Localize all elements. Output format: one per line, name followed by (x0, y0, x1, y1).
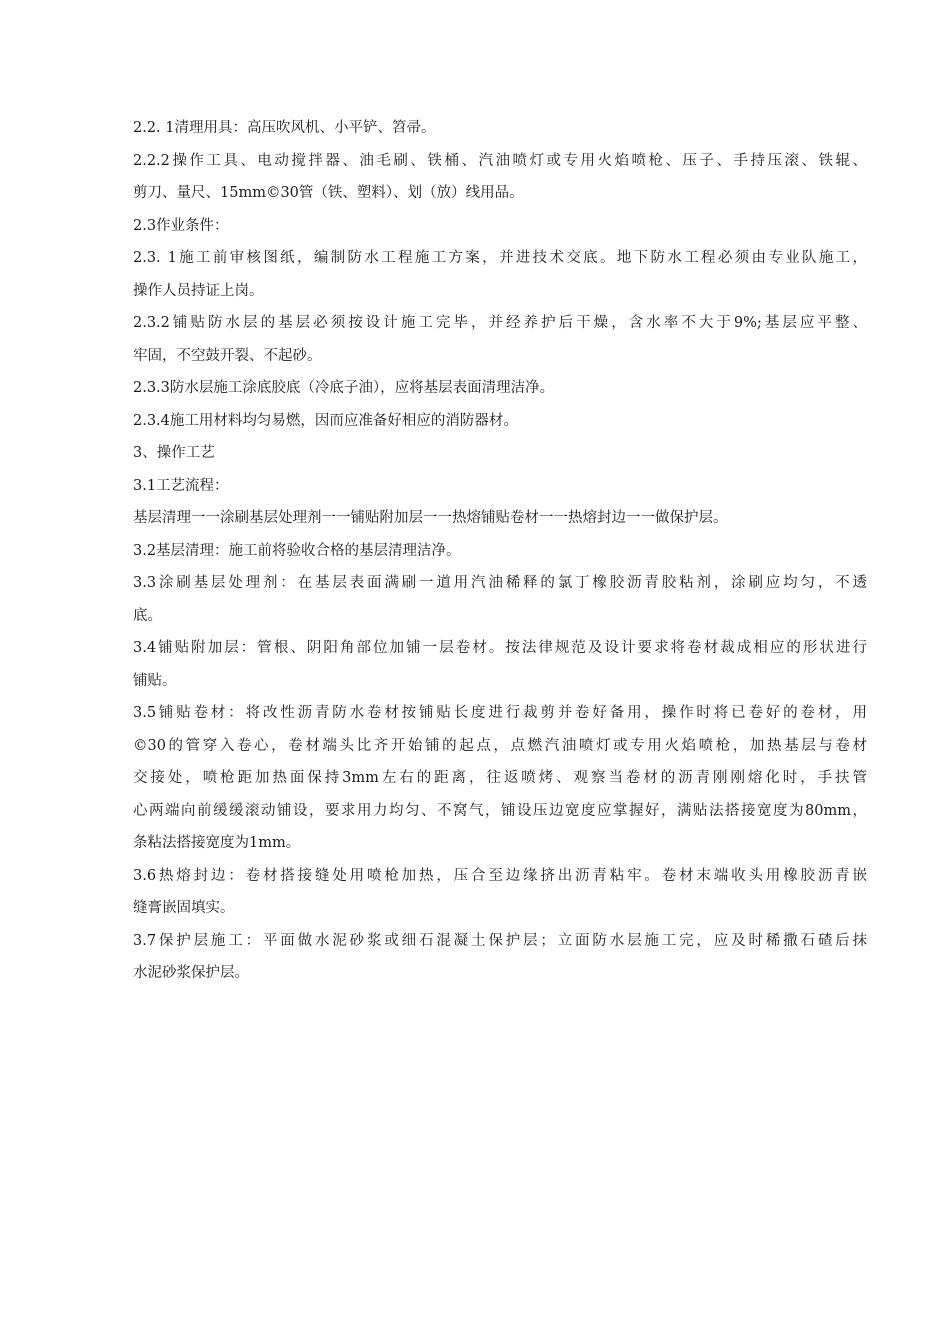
text-line: 3.5铺贴卷材：将改性沥青防水卷材按铺贴长度进行裁剪并卷好备用，操作时将已卷好的卷材，用 (133, 705, 867, 721)
paragraph-p-3-2 (133, 535, 867, 568)
text-line: 水泥砂浆保护层。 (133, 965, 249, 981)
text-line: 2.3.2铺贴防水层的基层必须按设计施工完毕，并经养护后干燥，含水率不大于9%;基层应平整、 (133, 315, 867, 331)
text-line: 3.6热熔封边：卷材搭接缝处用喷枪加热，压合至边缘挤出沥青粘牢。卷材末端收头用橡胶沥青嵌 (133, 867, 867, 884)
text-line: 2.2. 1清理用具：高压吹风机、小平铲、笤帚。 (133, 120, 436, 136)
text-line: 条粘法搭接宽度为1mm。 (133, 835, 301, 851)
paragraph-p-3-1 (133, 470, 867, 503)
paragraph-p-2-2-2 (133, 145, 867, 210)
text-line: 3.3涂刷基层处理剂：在基层表面满刷一道用汽油稀释的氯丁橡胶沥青胶粘剂，涂刷应均匀，不透 (133, 575, 867, 591)
text-line: 底。 (133, 607, 162, 624)
paragraph-p-2-2-1 (133, 112, 867, 145)
text-line: 2.3.4施工用材料均匀易燃，因而应准备好相应的消防器材。 (133, 412, 518, 429)
text-line: 2.3. 1施工前审核图纸，编制防水工程施工方案，并进技术交底。地下防水工程必须由专业队施工， (133, 250, 867, 266)
text-line: 2.2.2操作工具、电动搅拌器、油毛刷、铁桶、汽油喷灯或专用火焰喷枪、压子、手持压滚、铁辊、 (133, 152, 867, 169)
paragraph-p-2-3-3 (133, 372, 867, 405)
text-line: 牢固，不空鼓开裂、不起砂。 (133, 347, 322, 364)
text-line: 3.7保护层施工：平面做水泥砂浆或细石混凝土保护层；立面防水层施工完，应及时稀撒石碴后抹 (133, 932, 867, 949)
text-line: 操作人员持证上岗。 (133, 282, 264, 299)
text-line: 铺贴。 (133, 672, 177, 689)
paragraph-p-2-3-2 (133, 307, 867, 372)
text-line: 3.4铺贴附加层：管根、阴阳角部位加铺一层卷材。按法律规范及设计要求将卷材裁成相应的形状进行 (133, 640, 867, 656)
text-line: 剪刀、量尺、15mm©30管（铁、塑料）、划（放）线用品。 (133, 185, 524, 201)
paragraph-p-2-3-4 (133, 405, 867, 438)
text-line: 交接处，喷枪距加热面保持3mm左右的距离，往返喷烤、观察当卷材的沥青刚刚熔化时，手扶管 (133, 770, 867, 786)
text-line: 2.3作业条件： (133, 217, 229, 234)
text-line: 2.3.3防水层施工涂底胶底（冷底子油），应将基层表面清理洁净。 (133, 380, 555, 396)
paragraph-p-3-6 (133, 860, 867, 925)
text-line: 3.2基层清理：施工前将验收合格的基层清理洁净。 (133, 542, 461, 559)
text-line: 缝膏嵌固填实。 (133, 900, 235, 916)
paragraph-p-3-7 (133, 925, 867, 990)
text-line: 心两端向前缓缓滚动铺设，要求用力均匀、不窝气，铺设压边宽度应掌握好，满贴法搭接宽度为80mm， (133, 802, 867, 819)
paragraph-p-3-3 (133, 567, 867, 632)
paragraph-p-3-1-flow (133, 502, 867, 535)
paragraph-p-3-5 (133, 697, 867, 860)
paragraph-p-3 (133, 437, 867, 470)
document-body (133, 112, 867, 990)
text-line: 3.1工艺流程： (133, 477, 229, 494)
text-line: 3、操作工艺 (133, 445, 215, 461)
paragraph-p-2-3-1 (133, 242, 867, 307)
paragraph-p-2-3 (133, 210, 867, 243)
text-line: 基层清理一一涂刷基层处理剂一一铺贴附加层一一热熔铺贴卷材一一热熔封边一一做保护层。 (133, 510, 728, 526)
text-line: ©30的管穿入卷心，卷材端头比齐开始铺的起点，点燃汽油喷灯或专用火焰喷枪，加热基层与卷材 (133, 737, 867, 754)
paragraph-p-3-4 (133, 632, 867, 697)
